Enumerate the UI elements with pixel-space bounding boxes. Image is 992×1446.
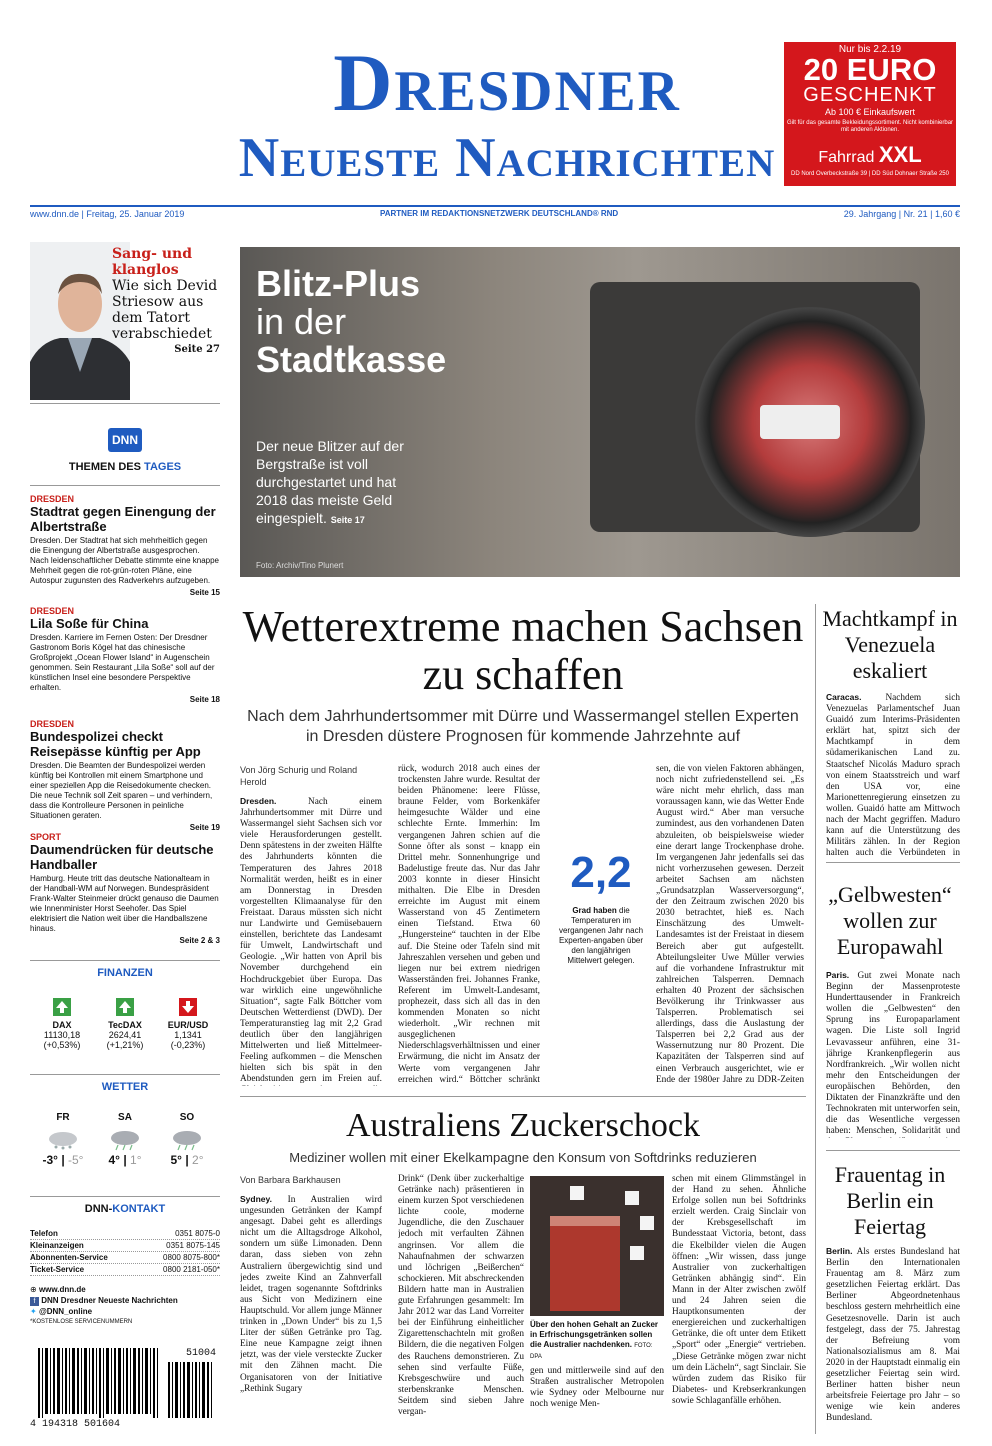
topic-headline: Stadtrat gegen Einengung der Albertstraße [30, 504, 216, 534]
lead-column-2: rück, wodurch 2018 auch eines der trockensten Jahre wurde. Resultat der beiden Phänomene: leere Flüsse, braune Felder, vom Borkenkäfer heimgesuchte Wälder und eine schlechte Ernte. Immerhin: Im vergangenen Jahren schien auf die Sonne öfter als sonst – knapp ein Drittel mehr. Sonnenhungrige und Badelustige freute das. Nur das Jahr 2003 konnte in dieser Hinsicht mithalten. Die Elbe in Dresden erreichte im August mit einem Wasserstand von 45 Zentimetern einen Tiefstand. Etwa 60 „Hungersteine“ tauchten in der Elbe auf. Die Steine oder Tafeln sind mit Jahreszahlen versehen und geben und liegen nur bei extrem niedrigen Wasserständen frei. Johannes Franke, Referent im Umwelt-Landesamt, prophezeit, dass sich all das in den kommenden Monaten so nicht wiederholt. „Wir rechnen mit ausgeglichenen Niederschlagsverhältnissen und einer Erwärmung, die nicht im Ansatz der Werte vom vergangenen Jahr erreichen wird.“ Böttcher schränkt [398, 764, 540, 1085]
second-column-2: Drink“ (Denk über zuckerhaltige Getränke nach) präsentieren in einem kurzen Spot verschiedenen lichte coole, moderne Jugendliche, die den Zuschauer jedoch mit verfaulten Zähnen angrinsen. Vor allem die Nahaufnahmen der schwarzen und löchrigen „Beißerchen“ schockieren. Mit abschreckenden Bildern hatte man in Australien gute Erfahrungen gesammelt: Im Jahr 2012 war das Land Vorreiter bei der Einführung einheitlicher Zigarettenschachteln mit großen Bildern, die die negativen Folgen des Rauchens demonstrieren. Zu sehen sind verfaulte Füße, Krebsgeschwüre und auch sterbenskranke Menschen. Seitdem sind sieben Jahre vergan- [398, 1174, 524, 1417]
right-body-text: Als erstes Bundesland hat Berlin den Internationalen Frauentag am 8. März zum gesetzlichen Feiertag erklärt. Das Berliner Abgeordnetenhaus beschloss gestern mehrheitlich eine Gesetzesnovelle. Darin ist auch festgelegt, dass der 75. Jahrestag der Befreiung vom Nationalsozialismus am 8. Mai 2020 in der Hauptstadt einmalig ein gesetzlicher Feiertag sein wird. Berliner hatten bisher neun arbeitsfreie Feiertage pro Jahr – so wenige wie kein anderes Bundesland. [826, 1247, 960, 1424]
second-headline[interactable]: Australiens Zuckerschock [345, 1107, 701, 1144]
stat-caption [556, 906, 646, 966]
topic-page: Seite 18 [189, 695, 220, 704]
caption-text: Über den hohen Gehalt an Zucker in Erfrischungsgetränken sollen die Australier nachdenken. [530, 1320, 659, 1349]
second-column-1 [240, 1194, 382, 1434]
topic-item[interactable] [30, 606, 220, 705]
snow-cloud-icon [46, 1129, 80, 1151]
image-caption [530, 1320, 664, 1362]
arrow-down-icon [179, 998, 197, 1016]
right-body-venezuela [826, 692, 960, 858]
weather-day-name: SO [179, 1112, 195, 1123]
hero-sub-text: Der neue Blitzer auf der Bergstraße ist voll durchgestartet und hat 2018 das meiste Geld eingespielt. [256, 438, 404, 526]
kontakt-row [30, 1252, 220, 1264]
weather-high: 5° [170, 1153, 182, 1167]
finance-value: 11130,18 [43, 1030, 81, 1040]
advertisement[interactable] [784, 42, 956, 186]
weather-day-name: FR [56, 1112, 70, 1123]
twitter-link[interactable] [30, 1306, 220, 1317]
finance-name: TecDAX [108, 1020, 142, 1030]
ad-brand-1: Fahrrad [818, 149, 875, 166]
kontakt-value[interactable]: 0351 8075-0 [175, 1229, 220, 1238]
lead-column-4 [656, 764, 804, 1086]
info-date: www.dnn.de | Freitag, 25. Januar 2019 [30, 209, 185, 219]
right-body-text: Gut zwei Monate nach Beginn der Massenproteste Hunderttausender in Frankreich wollen die „Gelbwesten“ den Sprung ins Europaparlament wagen. Die Liste soll Ingrid Levavasseur anführen, eine 31-jährige Krankenpflegerin aus Nordfrankreich. „Wir wollen nicht mehr den Entscheidungen der europäischen Behörden, den Diktaten der Finanzkräfte und den Technokraten mit unterworfen sein, die das Wesentliche vergessen haben: Menschen, Solidarität und [826, 971, 960, 1137]
wetter-header: WETTER [30, 1074, 220, 1093]
kontakt-row [30, 1264, 220, 1276]
kontakt-label: Ticket-Service [30, 1265, 85, 1274]
themen-a: THEMEN DES [68, 461, 145, 473]
teaser-text [112, 246, 220, 358]
themen-b: TAGES [144, 461, 182, 473]
lead-deck: Nach dem Jahrhundertsommer mit Dürre und Wassermangel stellen Experten in Dresden düstere Prognosen für kommende Jahrzehnte auf [247, 708, 799, 745]
kontakt-row [30, 1228, 220, 1240]
hero-title-2: in der [256, 301, 347, 342]
topic-page: Seite 2 & 3 [179, 936, 220, 945]
social-links [30, 1284, 220, 1328]
info-partner: PARTNER IM REDAKTIONSNETZWERK DEUTSCHLAND® RND [380, 209, 619, 218]
hero-headline [256, 265, 446, 379]
topic-item[interactable] [30, 832, 220, 946]
stat-caption-bold: Grad haben [572, 906, 617, 915]
finanzen-header: FINANZEN [30, 960, 220, 979]
right-dateline: Paris. [826, 970, 850, 980]
barcode-addon: 51004 [185, 1348, 216, 1359]
weather-day-name: SA [118, 1112, 132, 1123]
right-dateline: Berlin. [826, 1246, 853, 1256]
weather-day: FR -3° | -5° [38, 1112, 88, 1167]
second-byline: Von Barbara Barkhausen [240, 1175, 341, 1185]
finance-change: (+0,53%) [43, 1040, 81, 1050]
ad-line4: Ab 100 € Einkaufswert [824, 107, 916, 117]
right-dateline: Caracas. [826, 692, 862, 702]
info-issue: 29. Jahrgang | Nr. 21 | 1,60 € [843, 209, 960, 219]
topic-kicker: DRESDEN [30, 719, 75, 729]
arrow-up-icon [53, 998, 71, 1016]
sidebar-teaser[interactable] [30, 238, 220, 404]
right-headline-frauentag[interactable]: Frauentag in Berlin ein Feiertag [834, 1162, 946, 1239]
caption-credit: FOTO: DPA [530, 1343, 653, 1360]
facebook-link[interactable] [30, 1295, 220, 1306]
second-dateline: Sydney. [240, 1194, 272, 1204]
weather-low: 2° [192, 1153, 204, 1167]
teaser-body: Wie sich Devid Striesow aus dem Tatort verabschiedet [112, 278, 218, 342]
topic-item[interactable] [30, 719, 220, 833]
right-body-text: Nachdem sich Venezuelas Parlamentschef Juan Guaidó zum Interims-Präsidenten erklärt hat, spitzt sich der Machtkampf in dem südamerikanischen Land zu. Staatschef Nicolás Maduro sprach von einem Staatsstreich und warf den USA vor, eine Marionettenregierung einsetzen zu wollen. Guaidó hatte am Mittwoch nach der Macht gegriffen. Maduro kann auf die Unterstützung des Militärs zählen. In der Region halten auch die Verbündeten in [826, 693, 960, 858]
right-body-gelbwesten [826, 970, 960, 1138]
finance-change: (-0,23%) [170, 1040, 206, 1050]
right-divider [826, 862, 960, 863]
right-body-frauentag [826, 1246, 960, 1436]
teaser-page: Seite 27 [174, 344, 220, 355]
topic-kicker: DRESDEN [30, 494, 75, 504]
finance-name: DAX [52, 1020, 72, 1030]
topic-headline: Lila Soße für China [30, 616, 149, 631]
weather-low: 1° [130, 1153, 142, 1167]
lead-column-1 [240, 796, 382, 1086]
topic-page: Seite 15 [189, 588, 220, 597]
topic-body: Dresden. Die Beamten der Bundespolizei werden künftig bei Kontrollen mit einem Smartphone und einer speziellen App die Reisedokumente checken. Die neue Technik soll Zeit sparen – und verhindern, dass die Kontrolleure Personen in peinliche Situationen geraten. [30, 761, 213, 820]
right-headline-gelbwesten[interactable]: „Gelbwesten“ wollen zur Europawahl [828, 882, 952, 959]
stat-number: 2,2 [570, 848, 632, 897]
topic-kicker: DRESDEN [30, 606, 75, 616]
globe-icon: ⊕ [30, 1285, 37, 1294]
finance-tecdax [95, 998, 155, 1050]
second-column-4: schen mit einem Glimmstängel in der Hand zu sehen. Ähnliche Erfolge sollen nun bei Softdrinks erzielt werden. Craig Sinclair von der Krebsgesellschaft im Bundesstaat Victoria, betont, dass die Ekelbilder vielen die Augen öffnen: „Wir wissen, dass junge Australier von zuckerhaltigen Getränken abhängig sind“. Ein Mann in der Alter zwischen zwölf und 24 Jahren seien die Hauptkonsumenten der energiereichen und zuckerhaltigen Getränke, die oft unter dem Etikett „Sport“ oder „Energie“ vertrieben. „Diese Getränke mögen zwar nicht um dein Lächeln“, sagt Sinclair. Sie würden zudem das Risiko für Diabetes- und Krebserkrankungen sowie Schlaganfälle erhöhen. [672, 1174, 806, 1406]
rain-cloud-icon [170, 1129, 204, 1151]
finance-name: EUR/USD [167, 1020, 209, 1030]
ad-brand [784, 142, 956, 168]
topic-page: Seite 19 [189, 823, 220, 832]
second-column-3: gen und mittlerweile sind auf den Straßen australischer Metropolen wie Sydney oder Melbourne nur noch wenige Men- [530, 1366, 664, 1410]
lead-byline: Von Jörg Schurig und Roland Herold [240, 765, 358, 787]
kontakt-header [30, 1196, 220, 1215]
facebook-text: DNN Dresdner Neueste Nachrichten [41, 1296, 178, 1305]
finance-value: 1,1341 [174, 1030, 202, 1040]
topic-headline: Daumendrücken für deutsche Handballer [30, 842, 214, 872]
van-reflection [760, 405, 840, 439]
hero-page: Seite 17 [330, 515, 365, 525]
lead-headline[interactable]: Wetterextreme machen Sachsen zu schaffen [242, 602, 804, 699]
masthead-title-line2: Neueste Nachrichten [238, 127, 776, 189]
kontakt-a: DNN- [84, 1203, 113, 1215]
weather-day: SA 4° | 1° [100, 1112, 150, 1167]
arrow-up-icon [116, 998, 134, 1016]
kontakt-label: Kleinanzeigen [30, 1241, 84, 1250]
ad-brand-2: XXL [878, 142, 922, 167]
kontakt-label: Telefon [30, 1229, 58, 1238]
ad-line2: 20 EURO [803, 52, 937, 87]
kontakt-value[interactable]: 0800 2181-050* [163, 1265, 220, 1274]
topic-body: Dresden. Der Stadtrat hat sich mehrheitlich gegen die Einengung der Albertstraße ausgesprochen. Nach leidenschaftlicher Debatte stimmte eine knappe Mehrheit gegen die rot-grün-roten Pläne, eine Autospur zugunsten des Radverkehrs aufzugeben. [30, 536, 219, 585]
right-headline-venezuela[interactable]: Machtkampf in Venezuela eskaliert [822, 606, 958, 683]
ad-address: DD Nord Overbeckstraße 39 | DD Süd Dohnaer Straße 250 [791, 171, 949, 177]
kontakt-row [30, 1240, 220, 1252]
twitter-text: @DNN_online [38, 1307, 93, 1316]
hero-title-3: Stadtkasse [256, 339, 447, 380]
twitter-icon: ✦ [30, 1307, 37, 1316]
barcode [30, 1348, 220, 1430]
kontakt-value[interactable]: 0800 8075-800* [163, 1253, 220, 1262]
info-bar [30, 205, 960, 219]
topic-kicker: SPORT [30, 832, 62, 842]
finance-dax [32, 998, 92, 1050]
ad-line3: GESCHENKT [803, 84, 937, 106]
website-text: www.dnn.de [38, 1285, 86, 1294]
teaser-headline: Sang- und klanglos [112, 246, 192, 278]
lead-col1-text: Nach einem Jahrhundertsommer mit Dürre und Wassermangel sieht Sachsen sich vor viele Herausforderungen gestellt. Denn spätestens in der zweiten Hälfte des Jahrhunderts könnten die Temperaturen des Jahres 2018 Normalität werden, heißt es in einer am Donnerstag in Dresden vorgestellten Klimaanalyse für den Freistaat. Daraus müssten sich nicht nur Landwirte und Gemüsebauern einstellen, berichtete das Landesamt für Umwelt, Landwirtschaft und Geologie. „Wir hatten von April bis November durchgehend ein Hochdruckgebiet über Europa. Das war wirklich eine ungewöhnliche Situation“, sagte Falk Böttcher vom Deutschen Wetterdienst (DWD). Der Temperaturanstieg lag mit 2,2 Grad deutlich über den langjährigen Mittelwerten und ließ Mittelmeer-Feeling aufkommen – die Menschen hielten sich bis spät in den Abendstunden gern im Freien auf. [240, 797, 382, 1085]
website-link[interactable] [30, 1284, 220, 1295]
right-divider [826, 1150, 960, 1151]
topic-body: Dresden. Karriere im Fernen Osten: Der Dresdner Gastronom Boris Kögel hat das chinesische Großprojekt „Ocean Flower Island“ in Augenschein genommen. Sein Restaurant „Lila Soße“ soll auf der künstlichen Insel eine besondere Perspektive erhalten. [30, 633, 215, 692]
hero-credit: Foto: Archiv/Tino Plunert [256, 561, 344, 570]
weather-low: -5° [68, 1153, 84, 1167]
softdrink-photo [530, 1176, 664, 1316]
stat-caption-text: die Temperaturen im vergangenen Jahr nach Experten-angaben über den langjährigen Mittelwert gelegen. [558, 906, 644, 965]
weather-high: 4° [108, 1153, 120, 1167]
hero-image-teaser[interactable] [240, 247, 960, 577]
hero-title-1: Blitz-Plus [256, 263, 421, 304]
lead-dateline: Dresden. [240, 796, 277, 806]
ad-line1: Nur bis 2.2.19 [838, 44, 902, 55]
ad-finetext: Gilt für das gesamte Bekleidungssortiment. Nicht kombinierbar mit anderen Aktionen. [786, 120, 954, 133]
kontakt-b: KONTAKT [112, 1203, 166, 1215]
column-rule [815, 604, 816, 1434]
topic-headline: Bundespolizei checkt Reisepässe künftig per App [30, 729, 201, 759]
finance-change: (+1,21%) [106, 1040, 144, 1050]
kontakt-label: Abonnenten-Service [30, 1253, 108, 1262]
topic-item[interactable] [30, 494, 220, 598]
rain-cloud-icon [108, 1129, 142, 1151]
barcode-number: 4 194318 501604 [30, 1419, 121, 1430]
article-divider [240, 1096, 806, 1097]
kontakt-value[interactable]: 0351 8075-145 [166, 1241, 220, 1250]
second-deck: Mediziner wollen mit einer Ekelkampagne den Konsum von Softdrinks reduzieren [289, 1150, 757, 1165]
barcode-bars [38, 1348, 220, 1418]
service-note: *KOSTENLOSE SERVICENUMMERN [30, 1319, 133, 1325]
lead-col4-text: sen, die von vielen Faktoren abhängen, noch nicht zufriedenstellend sei. „Es wäre nicht mehr ehrlich, dass man voraussagen kann, wie das Wetter Ende August wird.“ Aber man versuche zumindest, aus den vorhandenen Daten abzuleiten, ob beispielsweise wieder eine derart lange Trockenphase drohe. Im vergangenen Jahr jedenfalls sei das nicht vorherzusehen gewesen. Derzeit arbeitet Sachsen am nächsten „Grundsatzplan Wasserversorgung“, der den Zeitraum zwischen 2020 bis 2030 betrachtet, hieß es. Nach Einschätzung des Umwelt-Landesamtes ist der Freistaat in diesem Bereich aber gut aufgestellt. Abteilungsleiter Uwe Müller verwies auf die vorhandene Infrastruktur mit zahlreichen Talsperren. Demnach erhalten 40 Prozent der sächsischen Bevölkerung ihr Trinkwasser aus Talsperren. Problematisch sei allerdings, dass die Auslastung der Talsperren bei 2,2 Grad aus der Wassernutzung nur 80 Prozent. Die Kapazitäten der Talsperren sind auf einen Verbrauch ausgerichtet, wie er Ende der 1980er Jahre zu DDR-Zeiten [656, 764, 804, 1085]
topic-body: Hamburg. Heute tritt das deutsche Nationalteam in der Handball-WM auf Norwegen. Bundespräsident Frank-Walter Steinmeier drückt genauso die Daumen wie Innenminister Horst Seehofer. Das Spiel elektrisiert die Nation weit über die Handballszene hinaus. [30, 874, 219, 933]
kontakt-list [30, 1228, 220, 1276]
finance-eurusd [158, 998, 218, 1050]
second-col1-text: In Australien wird ungesunden Getränken der Kampf angesagt. Dabei geht es allerdings nicht um die Alltagsdroge Alkohol, sondern um süße Limonaden. Denn daran, dass sieben von zehn Australiern übergewichtig sind und jedes zweite Kind an Zahnverfall leidet, tragen sogenannte Softdrinks aus Sicht von Medizinern eine Hauptschuld. Vor allem junge Männer trinken in „Down Under“ bis zu 1,5 Liter der süßen Getränke pro Tag. Eine neue Kampagne zeigt ihnen jetzt, was der viele versteckte Zucker mit den Zähnen macht. Die Organisatoren von der Initiative „Rethink Sugary [240, 1195, 382, 1394]
themen-des-tages-header [30, 461, 220, 486]
facebook-icon: f [30, 1297, 39, 1306]
weather-day: SO 5° | 2° [162, 1112, 212, 1167]
finance-value: 2624,41 [108, 1030, 142, 1040]
masthead-title-line1: Dresdner [333, 37, 681, 128]
weather-high: -3° [42, 1153, 58, 1167]
hero-subtext [256, 437, 416, 529]
dnn-logo: DNN [108, 428, 142, 452]
